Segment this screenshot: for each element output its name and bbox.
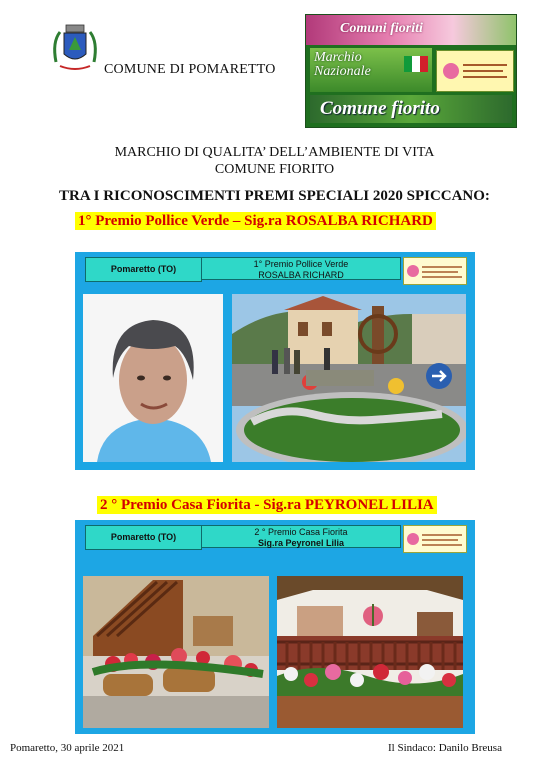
award-1-heading-text: 1° Premio Pollice Verde – Sig.ra ROSALBA RICHARD (75, 212, 436, 230)
award-1-heading (75, 212, 436, 230)
award-2-prize-line1: 2 ° Premio Casa Fiorita (254, 527, 348, 537)
award-2-prize-line2: Sig.ra Peyronel Lilia (257, 538, 345, 548)
pomaretto-flowerbed-photo (232, 294, 466, 462)
portrait-photo (83, 294, 223, 462)
comune-name: COMUNE DI POMARETTO (104, 62, 276, 77)
quality-mark-title: MARCHIO DI QUALITA’ DELL’AMBIENTE DI VITA (114, 145, 435, 160)
award-1-prize-line1: 1° Premio Pollice Verde (253, 259, 349, 269)
logo-mid-banner (310, 48, 432, 92)
italian-flag-icon (404, 56, 428, 72)
mayor-signature-line: Il Sindaco: Danilo Breusa (388, 742, 502, 754)
fiori-accoglienza-badge-icon (436, 50, 514, 92)
fiori-accoglienza-logo-icon (403, 525, 467, 553)
award-1-prize-label (201, 257, 401, 280)
award-1-location: Pomaretto (TO) (85, 257, 202, 282)
award-2-heading-text: 2 ° Premio Casa Fiorita - Sig.ra PEYRONEL LILIA (97, 496, 437, 514)
logo-bottom-banner (310, 95, 512, 123)
logo-top-banner (306, 15, 516, 45)
place-and-date: Pomaretto, 30 aprile 2021 (10, 742, 125, 754)
award-2-heading (97, 496, 437, 514)
awards-intro: TRA I RICONOSCIMENTI PREMI SPECIALI 2020 SPICCANO: (59, 188, 490, 204)
logo-top-text: Comuni fioriti (340, 21, 423, 36)
award-2-panel (75, 520, 475, 734)
award-2-location: Pomaretto (TO) (85, 525, 202, 550)
award-2-prize-label (201, 525, 401, 548)
coat-of-arms-icon (50, 22, 100, 74)
flowered-wooden-stairs-photo (83, 576, 269, 728)
flowered-balcony-photo (277, 576, 463, 728)
fiori-accoglienza-logo-icon (403, 257, 467, 285)
logo-bottom-text: Comune fiorito (320, 98, 440, 119)
award-1-prize-line2: ROSALBA RICHARD (258, 270, 344, 280)
logo-mid-text: Marchio Nazionale (314, 50, 371, 79)
comuni-fioriti-logo (305, 14, 517, 128)
award-1-panel (75, 252, 475, 470)
comune-fiorito-title: COMUNE FIORITO (214, 162, 335, 177)
